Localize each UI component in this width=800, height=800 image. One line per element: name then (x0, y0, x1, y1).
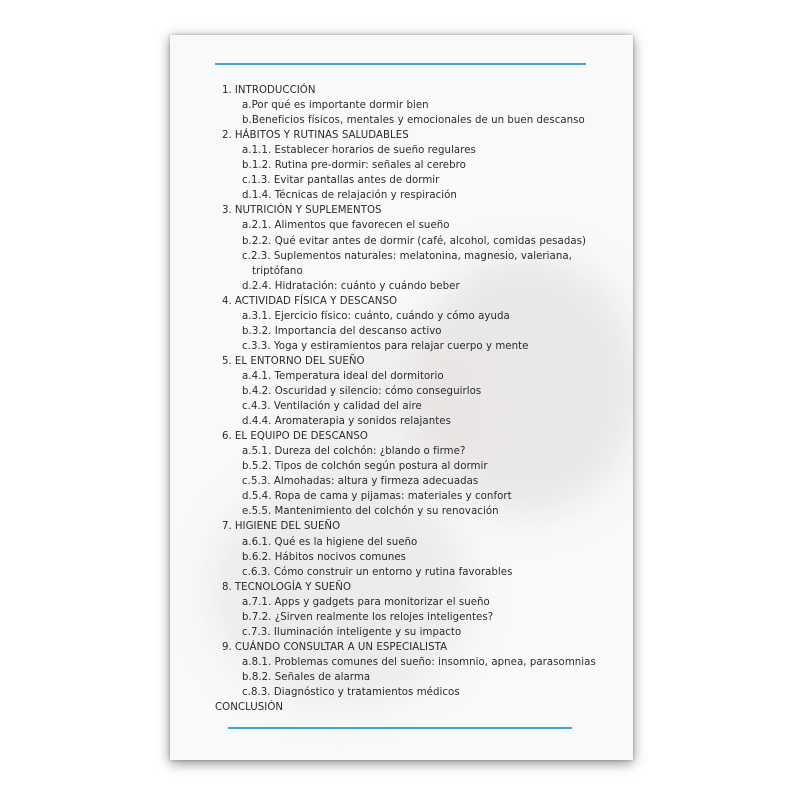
top-divider (215, 63, 586, 65)
item-text: 5.3. Almohadas: altura y firmeza adecuadas (250, 476, 479, 488)
item-letter: a. (242, 145, 252, 157)
toc-section-6 (222, 429, 368, 444)
toc-item (242, 98, 429, 113)
toc-section-5 (222, 354, 365, 369)
item-text: 8.3. Diagnóstico y tratamientos médicos (250, 687, 460, 698)
item-text: 5.5. Mantenimiento del colchón y su renovación (251, 506, 499, 518)
item-text-continuation: triptófano (252, 265, 303, 277)
toc-item (242, 143, 476, 158)
section-title: ACTIVIDAD FÍSICA Y DESCANSO (234, 295, 398, 307)
item-letter: d. (242, 280, 252, 292)
toc-item-continuation (252, 264, 303, 279)
item-letter: c. (242, 476, 251, 488)
section-title: HÁBITOS Y RUTINAS SALUDABLES (234, 130, 409, 142)
item-text: 6.2. Hábitos nocivos comunes (251, 551, 407, 563)
item-letter: a. (242, 446, 252, 458)
item-text: 1.3. Evitar pantallas antes de dormir (250, 175, 440, 187)
toc-item (242, 309, 510, 324)
item-text: 4.2. Oscuridad y silencio: cómo conseguirlos (251, 386, 482, 397)
item-letter: c. (242, 340, 251, 352)
section-number: 5. (222, 355, 232, 367)
toc-item (242, 670, 370, 685)
section-number: 8. (222, 581, 232, 593)
item-text: 2.4. Hidratación: cuánto y cuándo beber (251, 280, 460, 292)
section-title: EL EQUIPO DE DESCANSO (234, 431, 369, 443)
section-title: HIGIENE DEL SUEÑO (234, 521, 341, 533)
item-letter: c. (242, 626, 251, 638)
item-letter: a. (242, 656, 252, 668)
item-text: 2.2. Qué evitar antes de dormir (café, alcohol, comidas pesadas) (251, 235, 587, 247)
toc-item (242, 489, 512, 504)
item-letter: c. (242, 175, 251, 187)
item-letter: a. (242, 220, 252, 232)
item-letter: d. (242, 190, 252, 202)
toc-item (242, 249, 572, 264)
toc-item (242, 369, 444, 384)
item-letter: c. (242, 566, 251, 578)
document-page (170, 35, 633, 760)
toc-item (242, 550, 406, 565)
toc-conclusion (215, 700, 283, 715)
conclusion-title: CONCLUSIÓN (215, 702, 284, 714)
section-number: 2. (222, 130, 232, 142)
toc-section-3 (222, 203, 382, 218)
section-title: INTRODUCCIÓN (234, 85, 316, 96)
item-text: 4.4. Aromaterapia y sonidos relajantes (251, 416, 451, 428)
item-text: 5.2. Tipos de colchón según postura al dormir (251, 461, 488, 473)
section-title: NUTRICIÓN Y SUPLEMENTOS (234, 205, 382, 217)
toc-item (242, 324, 442, 339)
item-letter: b. (242, 611, 252, 623)
item-letter: a. (242, 100, 252, 112)
toc-item (242, 444, 465, 459)
item-letter: b. (242, 115, 252, 127)
item-text: Beneficios físicos, mentales y emocionales de un buen descanso (251, 115, 585, 127)
item-text: 8.1. Problemas comunes del sueño: insomnio, apnea, parasomnias (251, 656, 596, 668)
item-letter: d. (242, 491, 252, 503)
section-title: CUÁNDO CONSULTAR A UN ESPECIALISTA (234, 641, 448, 653)
item-text: 1.2. Rutina pre-dormir: señales al cerebro (251, 160, 466, 172)
item-letter: e. (242, 506, 252, 518)
toc-item (242, 399, 422, 414)
toc-item (242, 504, 499, 519)
item-text: 3.3. Yoga y estiramientos para relajar cuerpo y mente (250, 340, 529, 352)
item-letter: a. (242, 370, 252, 382)
section-number: 9. (222, 641, 232, 653)
toc-item (242, 234, 586, 249)
item-letter: b. (242, 551, 252, 563)
toc-item (242, 655, 596, 670)
item-text: 2.3. Suplementos naturales: melatonina, magnesio, valeriana, (250, 250, 572, 262)
item-text: 4.1. Temperatura ideal del dormitorio (251, 370, 444, 382)
item-letter: b. (242, 325, 252, 337)
item-text: 5.1. Dureza del colchón: ¿blando o firme? (251, 446, 466, 458)
item-letter: b. (242, 671, 252, 683)
bottom-divider (228, 727, 572, 729)
item-text: 1.4. Técnicas de relajación y respiración (251, 190, 457, 202)
toc-item (242, 188, 457, 203)
item-letter: a. (242, 310, 252, 322)
item-text: 4.3. Ventilación y calidad del aire (250, 401, 422, 413)
toc-section-9 (222, 640, 447, 655)
section-number: 3. (222, 205, 232, 217)
toc-section-1 (222, 83, 316, 98)
item-letter: d. (242, 416, 252, 428)
toc-item (242, 610, 493, 625)
section-title: EL ENTORNO DEL SUEÑO (234, 355, 365, 367)
toc-item (242, 414, 451, 429)
item-letter: a. (242, 536, 252, 548)
item-letter: b. (242, 235, 252, 247)
item-text: 2.1. Alimentos que favorecen el sueño (251, 220, 450, 232)
toc-item (242, 218, 450, 233)
toc-item (242, 158, 466, 173)
item-text: 5.4. Ropa de cama y pijamas: materiales y confort (251, 491, 512, 503)
toc-item (242, 565, 512, 580)
toc-section-8 (222, 580, 351, 595)
toc-section-4 (222, 294, 397, 309)
toc-item (242, 535, 417, 550)
toc-item (242, 595, 490, 610)
toc-item (242, 113, 585, 128)
item-letter: c. (242, 687, 251, 698)
toc-item (242, 685, 460, 700)
section-number: 4. (222, 295, 232, 307)
item-text: 6.3. Cómo construir un entorno y rutina favorables (250, 566, 513, 578)
section-number: 1. (222, 85, 232, 96)
section-number: 6. (222, 431, 232, 443)
item-letter: a. (242, 596, 252, 608)
item-letter: c. (242, 250, 251, 262)
item-text: 3.2. Importancia del descanso activo (251, 325, 442, 337)
toc-item (242, 173, 439, 188)
toc-item (242, 625, 461, 640)
section-title: TECNOLOGÍA Y SUEÑO (234, 581, 352, 593)
section-number: 7. (222, 521, 232, 533)
toc-section-7 (222, 519, 340, 534)
item-text: 3.1. Ejercicio físico: cuánto, cuándo y cómo ayuda (251, 310, 510, 322)
toc-section-2 (222, 128, 409, 143)
item-text: 6.1. Qué es la higiene del sueño (251, 536, 418, 548)
item-text: 7.2. ¿Sirven realmente los relojes inteligentes? (251, 611, 494, 623)
toc-item (242, 279, 460, 294)
toc-item (242, 459, 488, 474)
item-letter: b. (242, 160, 252, 172)
toc-item (242, 384, 481, 399)
item-text: 1.1. Establecer horarios de sueño regulares (251, 145, 476, 157)
item-letter: b. (242, 461, 252, 473)
item-text: 8.2. Señales de alarma (251, 671, 371, 683)
toc-item (242, 339, 529, 354)
item-text: 7.3. Iluminación inteligente y su impacto (250, 626, 462, 638)
item-letter: b. (242, 386, 252, 397)
toc-item (242, 474, 478, 489)
item-letter: c. (242, 401, 251, 413)
item-text: Por qué es importante dormir bien (251, 100, 429, 112)
item-text: 7.1. Apps y gadgets para monitorizar el sueño (251, 596, 490, 608)
